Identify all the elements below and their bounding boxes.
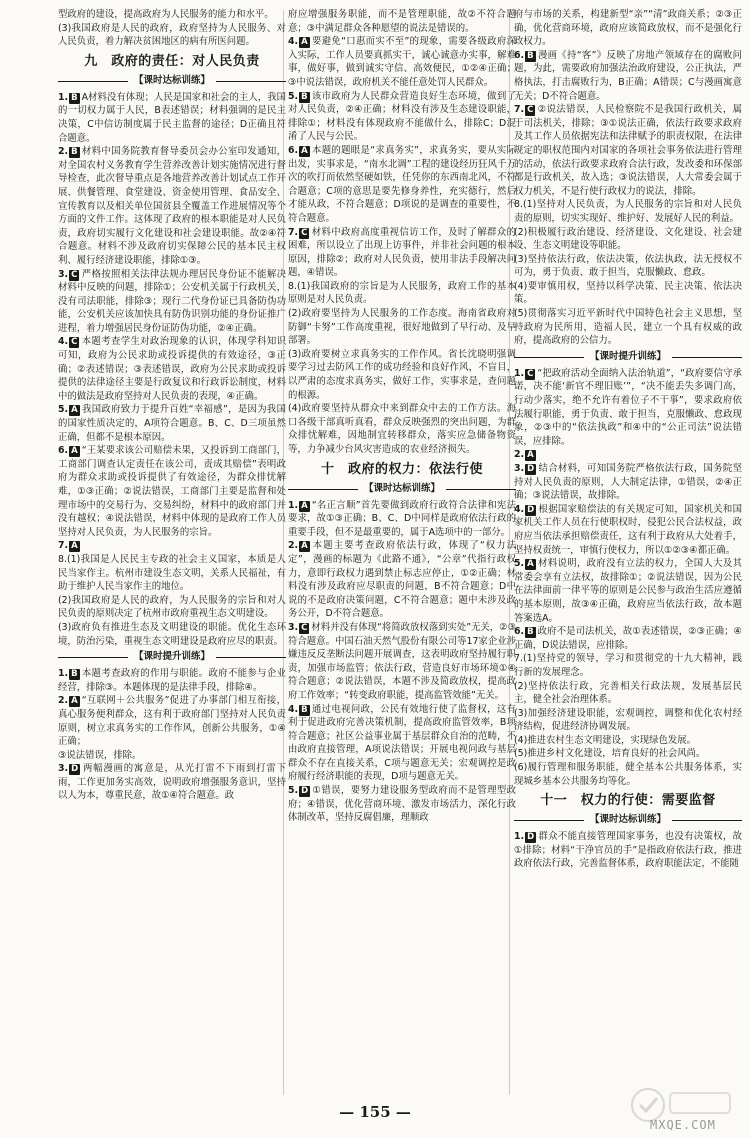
answer-item [514,462,742,503]
watermark-text: MXQE.COM [650,1118,716,1132]
question-number: 1. [58,91,69,103]
section-heading: 十 政府的权力：依法行使 [320,461,483,477]
question-number: 4. [58,336,69,348]
question-number: 5. [58,404,69,416]
answer-explanation: 政府不是司法机关，故①表述错误，②③正确；④正确，D说法错误，应排除。 [514,626,742,651]
answer-paragraph: (4)要审慎用权，坚持以科学决策、民主决策、依法决策。 [514,280,742,306]
answer-explanation: 材料中国务院教育督导委员会办公室印发通知，对全国农村义务教育学生营养改善计划实施情况进行督导检查，此次督导重点是各地营养改善计划试点工作开展、供餐管理、食堂建设、资金使用管理、食品安全、宣传教育以及相关单位国贫县全覆盖工作进展情况等个方面的文件工作。这体现了政府的根本职能是对人民负责，政府切实履行文化建设和社会建设职能。故②④符合题意。材料不涉及政府切实保障公民的基本民主权利、履行经济建设职能，排除①③。 [58,146,286,266]
answer-letter-badge: A [301,541,308,552]
training-subheading [58,74,286,88]
answer-explanation: 该市政府为人民群众营造良好生态环境，做到了对人民负责，②④正确；材料没有涉及生态建设职能，排除①；材料没有体现政府不能做什么，排除C；D混淆了人民与公民。 [288,90,516,143]
answer-letter-badge: D [527,464,535,474]
answer-paragraph: (4)推进农村生态文明建设，实现绿色发展。 [514,734,697,746]
answer-item [58,667,286,694]
answer-item [58,335,286,403]
question-number: 7. [288,226,299,238]
training-subheading-label: 【课时达标训练】 [584,814,672,825]
answer-explanation: 群众不能直接管理国家事务，也没有决策权，故①排除；材料“干净官员的手”是指政府依法行政，推进政府依法行政，完善监督体系，政府职能法定，不能随 [514,831,742,870]
answer-item [514,625,742,652]
column-right [514,8,742,1098]
answer-item [514,503,742,557]
answer-item [288,784,516,825]
answer-letter-badge: B [71,92,78,103]
answer-explanation: 材料中政府高度重视信访工作，及时了解群众的困难，所以设立了出现上访事件，并非社会问题的根本原因，排除②；政府对人民负责，使用非法手段解决问题，④错误。 [288,226,516,279]
answer-item [514,830,742,871]
question-number: 6. [58,445,69,457]
answer-paragraph: (3)政府负有推进生态及文明建设的职能。优化生态环境，防治污染，重视生态文明建设是政府应尽的职责。 [58,621,286,647]
answer-item [58,444,286,539]
answer-paragraph: (2)政府要坚持为人民服务的工作态度。海南省政府对防御“卡努”工作高度重视，很好地做到了早行动、及早部署。 [288,308,516,347]
question-number: 1. [288,499,299,511]
answer-explanation: 我国政府致力于提升百姓“幸福感”，是因为我国的国家性质决定的，A项符合题意。B、C、D三项虽然正确，但都不是根本原因。 [58,404,286,443]
answer-explanation: 本题的题眼是“求真务实”，求真务实，要从实际出发，实事求是，“南水北调”工程的建设经历狂风千万次的吹打而依然坚硬如铁，任凭你的东西南北风，不符合题意；C项的意思是要先修身养性，充实德行，然后才能从政，不符合题意；D项说的是调查的重要性，不符合题意。 [288,144,516,224]
answer-letter-badge: A [71,696,78,707]
section-heading: 九 政府的责任：对人民负责 [84,53,260,69]
column-left [58,8,286,1098]
answer-letter-badge: D [527,832,535,843]
answer-letter-badge: A [71,446,78,457]
answer-letter-badge: C [301,622,308,633]
question-number: 3. [58,268,69,280]
answer-paragraph: 8.(1)我国是人民民主专政的社会主义国家，本质是人民当家作主。杭州市建设生态文明，关系人民福祉，有助于维护人民当家作主的地位。 [58,553,286,593]
question-number: 7. [58,540,69,552]
answer-letter-badge: C [527,105,534,116]
answer-paragraph: (5)推进乡村文化建设，培育良好的社会风尚。 [514,748,706,760]
answer-item [288,35,516,89]
question-number: 1. [514,831,525,843]
question-number: 5. [288,785,299,797]
answer-item [514,557,742,625]
answer-paragraph: 8.(1)我国政府的宗旨是为人民服务，政府工作的基本原则是对人民负责。 [288,280,516,306]
question-number: 3. [58,763,69,775]
answer-item [288,621,516,703]
answer-explanation: “把政府活动全面纳入法治轨道”，“政府要信守承诺，决不能‘新官不理旧账’”，“决不能丢失多调门高，行动少落实，绝不允许有着位子不干事”，要求政府依法履行职能，勇于负责、敢于担当，克服懒政、怠政现象，②③中的“依法执政”和④中的“公正司法”说法错误，应排除。 [514,367,742,447]
answer-explanation: “名正言顺”首先要做到政府行政符合法律和宪法要求，故①③正确；B、C、D中同样是政府依法行政的重要手段，但不是最重要的，属于A选项中的一部分。 [288,499,516,538]
answer-explanation: 两幅漫画的寓意是，从光打雷不下雨到打雷下雨，工作更加务实高效，说明政府增强服务意识，坚持以人为本，尊重民意，故①④符合题意。政 [58,763,286,802]
answer-explanation: 严格按照相关法律法规办理居民身份证不能解决材料中反映的问题，排除①；公安机关属于行政机关，没有司法职能，排除③；现行二代身份证已具备防伪功能，公安机关应该加快具有防伪识别功能的身份证推广进程，着力增强居民身份证防伪功能，②④正确。 [58,268,286,334]
answer-paragraph: 8.(1)坚持对人民负责，为人民服务的宗旨和对人民负责的原则，切实实现好、维护好、发展好人民的利益。 [514,199,742,224]
question-number: 2. [514,449,525,461]
answer-paragraph: (3)我国政府是人民的政府，政府坚持为人民服务、对人民负责，着力解决贫困地区的病有所医问题。 [58,22,286,48]
answer-item [288,144,516,226]
answer-paragraph: 府与市场的关系，构建新型“亲”“清”政商关系；②③正确，优化营商环境，政府应该简政放权，而不是强化行政权力。 [514,9,742,48]
answer-paragraph: 府应增强服务职能，而不是管理职能，故②不符合题意；③中满足群众各种愿望的说法是错误的。 [288,9,516,34]
answer-letter-badge: A [301,37,308,48]
answer-letter-badge: B [71,147,78,158]
answer-explanation: ②说法错误，人民检察院不是我国行政机关，属于司法机关，排除；③①说法正确，依法行政要求政府及其工作人员依据宪法和法律赋予的职责权限，在法律规定的职权范围内对国家的各项社会事务依法进行管理的活动，依法行政要求政府合法行政，发改委和环保部都是行政机关，故入选；③说法错误，人大常委会属于权力机关，不是行使行政权力的说法，排除。 [514,104,742,197]
answer-paragraph: (2)积极履行政治建设、经济建设、文化建设、社会建设、生态文明建设等职能。 [514,226,742,252]
answer-item [288,539,516,621]
answer-paragraph: (2)我国政府是人民的政府，为人民服务的宗旨和对人民负责的原则决定了杭州市政府重视生态文明建设。 [58,594,286,620]
answer-item [58,539,286,553]
answer-letter-badge: B [71,669,78,680]
answer-item [288,90,516,144]
question-number: 6. [514,626,525,638]
answer-letter-badge: A [527,450,534,461]
answer-explanation: 材料说明，政府没有立法的权力，全国人大及其常委会享有立法权，故排除①；②说法错误，因为公民在法律面前一律平等的原则是公民参与政治生活应遵循的基本原则，故③④正确，政府应当依法行政，故本题答案选A。 [514,558,742,624]
question-number: 1. [514,367,525,379]
answer-paragraph: (3)坚持依法行政，依法决策，依法执政，法无授权不可为，勇于负责、敢于担当，克服懒政、怠政。 [514,253,742,279]
answer-letter-badge: A [301,145,308,156]
answer-explanation: 本题考查政府的作用与职能。政府不能参与企业经营，排除③。本题体现的是法律手段，排除④。 [58,668,286,693]
answer-item [58,762,286,803]
training-subheading-label: 【课时达标训练】 [128,75,216,86]
answer-paragraph: 7.(1)坚持党的领导，学习和贯彻党的十九大精神，践行新的发展理念。 [514,653,742,678]
question-number: 4. [288,703,299,715]
question-number: 5. [514,558,525,570]
answer-paragraph: (3)政府要树立求真务实的工作作风。省长沈晓明强调要学习过去防风工作的成功经验和良好作风，不盲目，以严肃的态度求真务实，做好工作，实事求是，查问题的根源。 [288,348,516,401]
answer-item [514,448,742,462]
answer-letter-badge: A [527,559,534,570]
training-subheading-label: 【课时提升训练】 [584,351,672,362]
answer-paragraph: (2)坚持依法行政，完善相关行政法规，发展基层民主，健全社会治理体系。 [514,680,742,706]
answer-explanation: “互联网＋公共服务”促进了办事部门相互衔接，真心服务便利群众，这有利于政府部门坚持对人民负责原则，树立求真务实的工作作风，创新公共服务，①④正确； [58,695,286,748]
answer-explanation: 本题主要考查政府依法行政，体现了“权力法定”，漫画的标题为《此路不通》，“公章”代指行政权力，意即行政权力遇到禁止标志应停止，①②正确；材料没有涉及政府应尽职责的问题，B不符合题意；D中说的不是政府决策问题，C不符合题意；题中未涉及政务公开，D不符合题意。 [288,540,516,620]
question-number: 6. [514,49,525,61]
question-number: 4. [514,503,525,515]
answer-item [58,145,286,267]
question-number: 6. [288,144,299,156]
training-subheading-label: 【课时达标训练】 [358,483,446,494]
answer-item [58,268,286,336]
answer-letter-badge: C [71,269,78,280]
answer-letter-badge: B [527,627,534,638]
question-number: 2. [58,695,69,707]
answer-item [514,367,742,449]
answer-letter-badge: C [71,337,78,348]
answer-explanation: 材料并没有体现“将简政放权落到实处”无关，②③符合题意。中国石油天然气股份有限公司等17家企业涉嫌违反反垄断法问题开展调查，这表明政府坚持履行职责，加强市场监管；依法行政，营造良好市场环境①④符合题意；②说法错误，本题不涉及简政放权，提高政府工作效率；“转变政府职能，提高监管效能”无关。 [288,621,516,701]
answer-explanation: 漫画《持“客”》反映了房地产领域存在的腐败问题，为此，需要政府加强法治政府建设，公正执法，严格执法，打击腐败行为，B正确；A错误；C与漫画寓意无关；D不符合题意。 [514,49,742,102]
answer-paragraph: (5)贯彻落实习近平新时代中国特色社会主义思想，坚持政府为民所用，造福人民，建立一个具有权威的政府，提高政府的公信力。 [514,308,742,347]
answer-paragraph: (4)政府要坚持从群众中来到群众中去的工作方法。海口各级干部真听真看，群众反映强烈的突出问题，为群众排忧解难，因地制宜转移群众，落实应急储备物资等，力争减少台风灾害造成的农业经济损失。 [288,403,516,455]
question-number: 7. [514,104,525,116]
answer-explanation: 通过电视问政，公民有效地行使了监督权，这有利于促进政府完善决策机制，提高政府监管效率，B项符合题意；社区公益事业属于基层群众自治的范畴，不由政府直接管理，A项说法错误；开展电视问政与基层群众不存在直接关系，C项与题意无关；宏观调控是政府履行经济职能的表现，D项与题意无关。 [288,703,516,783]
column-middle [288,8,516,1098]
answer-letter-badge: B [527,50,534,61]
answer-item [58,91,286,145]
question-number: 3. [514,463,525,474]
answer-letter-badge: D [527,504,535,515]
answer-explanation: 结合材料，可知国务院严格依法行政，国务院坚持对人民负责的原则，人大制定法律，①错误，②④正确；③说法错误，故排除。 [514,463,742,502]
page-number: — 155 — [339,1103,411,1121]
answer-item [288,226,516,280]
question-number: 1. [58,668,69,680]
question-number: 4. [288,36,299,48]
answer-letter-badge: B [301,91,308,102]
answer-letter-badge: A [71,405,78,416]
answer-explanation: A材料没有体现；人民是国家和社会的主人，我国的一切权力属于人民，B表述错误；材料强调的是民主决策，C中信访制度属于民主监督的途径；D正确且符合题意。 [58,91,286,144]
answer-item [58,694,286,748]
question-number: 5. [288,90,299,102]
question-number: 2. [288,540,299,552]
answer-letter-badge: A [301,500,308,511]
question-number: 2. [58,146,69,158]
answer-letter-badge: D [71,764,79,775]
answer-item [58,403,286,444]
answer-explanation: ①错误，要努力建设服务型政府而不是管理型政府；④错误，优化营商环境、激发市场活力，深化行政体制改革，坚持反腐倡廉，理顺政 [288,785,516,824]
section-heading: 十一 权力的行使：需要监督 [540,793,716,809]
answer-item [514,49,742,103]
answer-paragraph: (3)加强经济建设职能，宏观调控，调整和优化农村经济结构，促进经济协调发展。 [514,707,742,733]
training-subheading-label: 【课时提升训练】 [128,651,216,662]
training-subheading [514,350,742,364]
answer-item [514,103,742,198]
answer-explanation: “王某要求该公司赔偿未果，又投诉到工商部门，工商部门调查认定责任在该公司，责成其赔偿”表明政府为群众求助或投诉提供了有效途径，为群众排忧解难，①③正确；②说法错误，工商部门主要是监督和处理市场中的交易行为、交易纠纷，材料中的政府部门并没有越权；④说法错误，材料中体现的是政府工作人员坚持对人民负责，为人民服务的宗旨。 [58,445,286,538]
answer-paragraph: ③说法错误，排除。 [58,749,142,761]
answer-explanation: 要避免“口惠而实不至”的现象，需要各级政府深入实际，工作人员要真抓实干，诚心诚意办实事，解难事，做好事，做到诚实守信、高效便民，①②④正确；③中说法错误，政府机关不能任意处罚人民群众。 [288,36,516,88]
answer-paragraph: (6)履行管理和服务职能，健全基本公共服务体系，实现城乡基本公共服务均等化。 [514,762,742,787]
training-subheading [514,813,742,827]
training-subheading [288,482,516,496]
answer-explanation: 本题考查学生对政治现象的认识，体现学科知识可知，政府为公民求助或投诉提供的有效途径，③正确；②表述错误；③表述错误，政府为公民求助或投诉提供的法律途径主要是行政复议和行政诉讼制度，材料中的做法是政府坚持对人民负责的表现，④正确。 [58,336,286,402]
answer-item [288,499,516,540]
answer-letter-badge: B [301,704,308,715]
answer-paragraph: 型政府的建设，提高政府为人民服务的能力和水平。 [58,9,274,20]
answer-letter-badge: D [301,786,309,797]
answer-letter-badge: A [71,541,78,552]
answer-letter-badge: C [527,368,534,379]
training-subheading [58,650,286,664]
answer-letter-badge: C [301,227,308,238]
answer-item [288,703,516,785]
answer-explanation: 根据国家赔偿法的有关规定可知，国家机关和国家机关工作人员在行使职权时，侵犯公民合法权益，政府应当依法承担赔偿责任，这有利于政府从大处着手，坚持权责统一，审慎行使权力，所以①②③④都正确。 [514,503,742,556]
question-number: 3. [288,621,299,633]
